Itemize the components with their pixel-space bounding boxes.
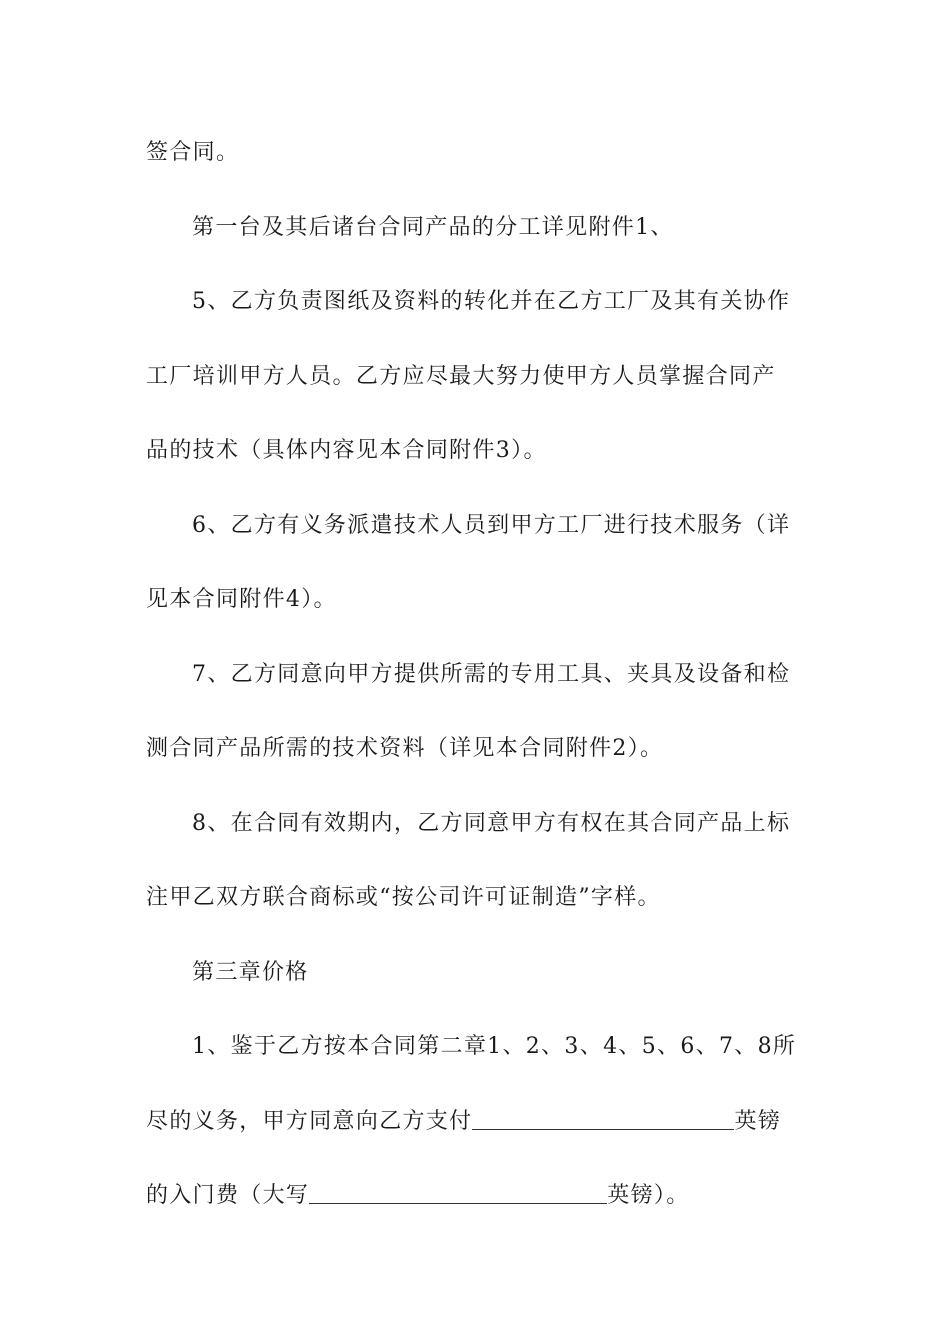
text-line-14-before: 尽的义务，甲方同意向乙方支付 — [146, 1109, 473, 1134]
fill-in-blank-amount-in-words — [309, 1181, 607, 1204]
text-line-3: 5、乙方负责图纸及资料的转化并在乙方工厂及其有关协作 — [192, 289, 791, 314]
text-line-6: 6、乙方有义务派遣技术人员到甲方工厂进行技术服务（详 — [192, 513, 791, 538]
text-line-13: 1、鉴于乙方按本合同第二章1、2、3、4、5、6、7、8所 — [192, 1034, 797, 1059]
text-line-7: 见本合同附件4）。 — [146, 587, 337, 612]
text-line-2: 第一台及其后诸台合同产品的分工详见附件1、 — [192, 215, 674, 240]
text-line-5: 品的技术（具体内容见本合同附件3）。 — [146, 438, 547, 463]
fill-in-blank-amount — [472, 1107, 734, 1130]
text-line-14-after: 英镑 — [734, 1109, 782, 1134]
text-line-15-after: 英镑）。 — [607, 1183, 690, 1208]
text-line-1: 签合同。 — [146, 140, 240, 165]
text-line-9: 测合同产品所需的技术资料（详见本合同附件2）。 — [146, 736, 664, 761]
text-line-11: 注甲乙双方联合商标或“按公司许可证制造”字样。 — [146, 885, 661, 910]
text-line-15 — [146, 1181, 690, 1211]
text-line-15-before: 的入门费（大写 — [146, 1183, 310, 1208]
text-line-4: 工厂培训甲方人员。乙方应尽最大努力使甲方人员掌握合同产 — [146, 364, 776, 389]
text-line-8: 7、乙方同意向甲方提供所需的专用工具、夹具及设备和检 — [192, 662, 791, 687]
text-line-10: 8、在合同有效期内，乙方同意甲方有权在其合同产品上标 — [192, 811, 791, 836]
section-heading: 第三章价格 — [192, 960, 309, 985]
text-line-14 — [146, 1107, 781, 1137]
